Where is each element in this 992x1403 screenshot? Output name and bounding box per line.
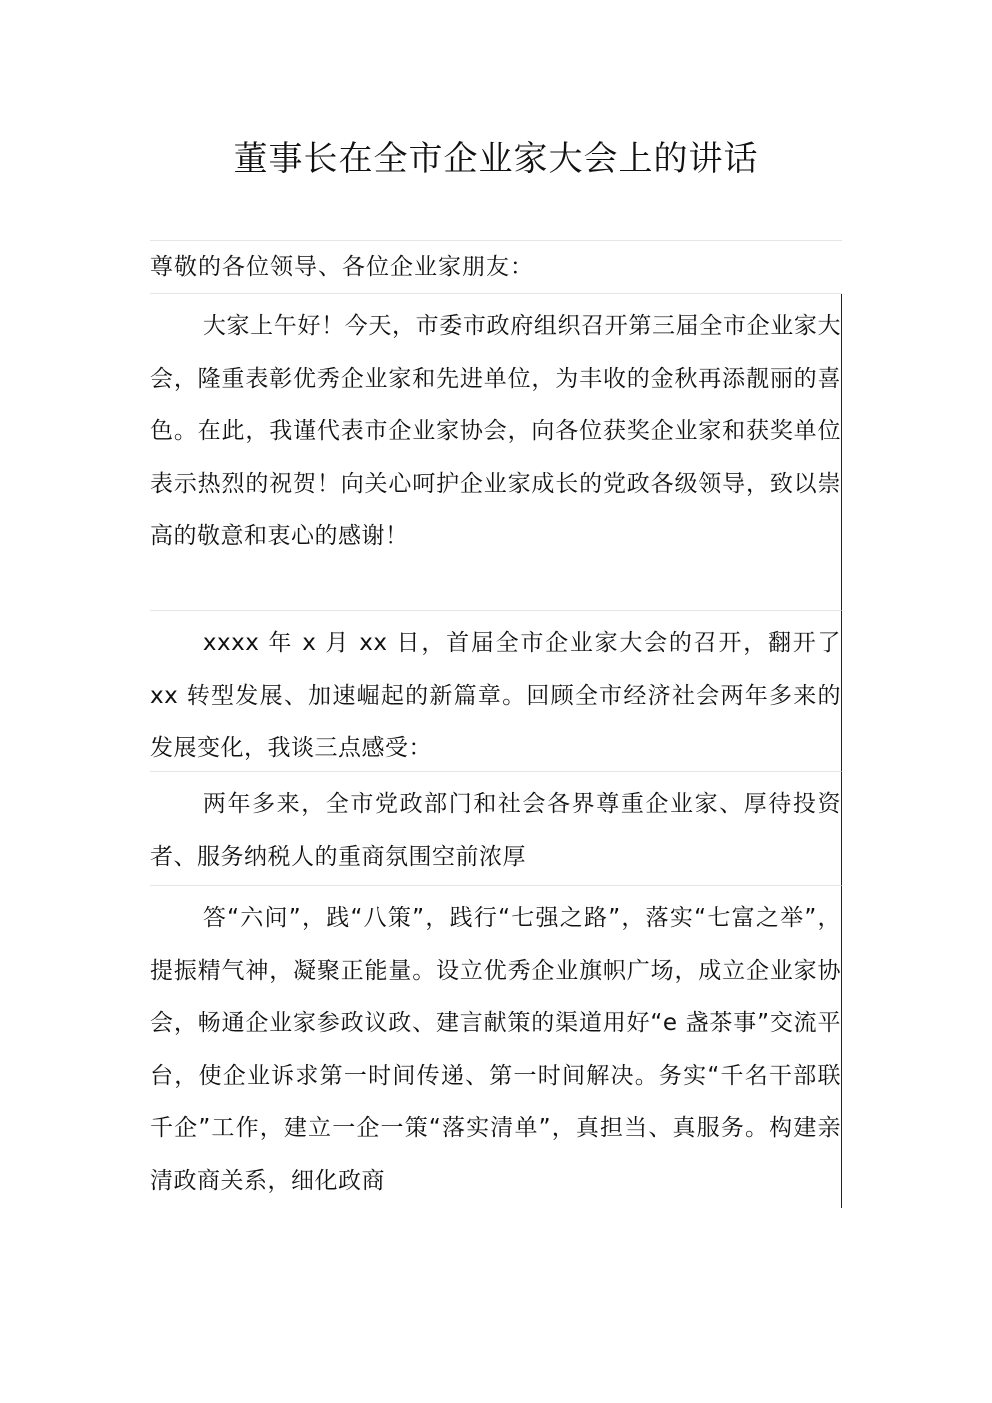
paragraph: xxxx 年 x 月 xx 日，首届全市企业家大会的召开，翻开了 xx 转型发展、加速崛起的新篇章。回顾全市经济社会两年多来的发展变化，我谈三点感受： <box>150 611 842 772</box>
paragraph: 答“六问”，践“八策”，践行“七强之路”，落实“七富之举”，提振精气神，凝聚正能量。设立优秀企业旗帜广场，成立企业家协会，畅通企业家参政议政、建言献策的渠道用好“e 盏茶事”交流平台，使企业诉求第一时间传递、第一时间解决。务实“千名干部联千企”工作，建立一企一策“落实清单”，真担当、真服务。构建亲清政商关系，细化政商 <box>150 886 842 1208</box>
salutation: 尊敬的各位领导、各位企业家朋友： <box>150 240 842 294</box>
paragraph: 大家上午好！今天，市委市政府组织召开第三届全市企业家大会，隆重表彰优秀企业家和先进单位，为丰收的金秋再添靓丽的喜色。在此，我谨代表市企业家协会，向各位获奖企业家和获奖单位表示热烈的祝贺！向关心呵护企业家成长的党政各级领导，致以崇高的敬意和衷心的感谢！ <box>150 294 842 611</box>
document-body <box>150 240 842 1208</box>
document-title: 董事长在全市企业家大会上的讲话 <box>233 139 759 179</box>
paragraph: 两年多来，全市党政部门和社会各界尊重企业家、厚待投资者、服务纳税人的重商氛围空前浓厚 <box>150 772 842 886</box>
